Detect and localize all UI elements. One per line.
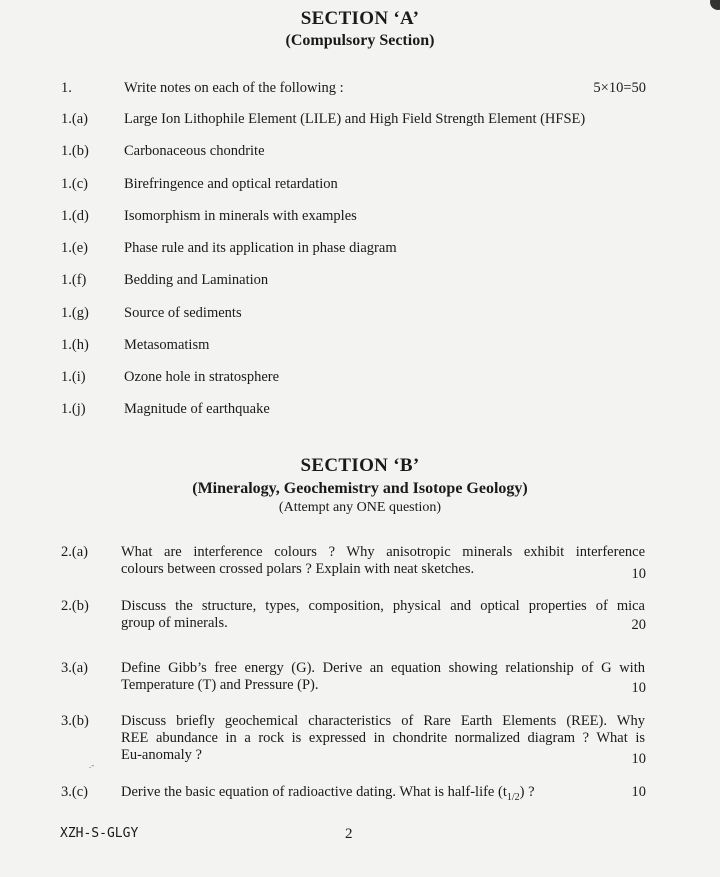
q2a-line-1: What are interference colours ? Why anisotropic minerals exhibit interference <box>121 544 645 560</box>
section-a-title: SECTION ‘A’ <box>300 8 420 29</box>
q2a-marks: 10 <box>631 566 646 582</box>
q1a-number: 1.(a) <box>61 111 88 127</box>
q3b-line-3: Eu-anomaly ? <box>121 747 202 763</box>
q1-number: 1. <box>61 80 72 96</box>
q2a-line-2: colours between crossed polars ? Explain with neat sketches. <box>121 561 475 577</box>
q1-text: Write notes on each of the following : <box>124 80 344 96</box>
q1c-number: 1.(c) <box>61 176 88 192</box>
q1-marks: 5×10=50 <box>593 80 646 96</box>
q1h-text: Metasomatism <box>124 337 210 353</box>
q1f-number: 1.(f) <box>61 272 87 288</box>
scan-speck: .‑ <box>89 760 95 770</box>
page-number: 2 <box>345 826 353 842</box>
q1c-text: Birefringence and optical retardation <box>124 176 338 192</box>
q1b-text: Carbonaceous chondrite <box>124 143 265 159</box>
q2b-line-1: Discuss the structure, types, composition, physical and optical properties of mica <box>121 598 645 614</box>
q3a-line-1: Define Gibb’s free energy (G). Derive an equation showing relationship of G with <box>121 660 645 676</box>
q1e-text: Phase rule and its application in phase diagram <box>124 240 397 256</box>
q2b-marks: 20 <box>631 617 646 633</box>
q3c-text-end: ) ? <box>519 784 535 800</box>
q3b-line-2: REE abundance in a rock is expressed in chondrite normalized diagram ? What is <box>121 730 645 746</box>
q1d-number: 1.(d) <box>61 208 89 224</box>
q1j-text: Magnitude of earthquake <box>124 401 270 417</box>
q2b-line-2: group of minerals. <box>121 615 228 631</box>
q3c-text-main: Derive the basic equation of radioactive dating. What is half-life (t <box>121 784 507 800</box>
q1g-number: 1.(g) <box>61 305 89 321</box>
q1i-number: 1.(i) <box>61 369 86 385</box>
section-a-subtitle: (Compulsory Section) <box>285 32 435 49</box>
q3c-marks: 10 <box>631 784 646 800</box>
q1e-number: 1.(e) <box>61 240 88 256</box>
q3b-line-1: Discuss briefly geochemical characteristics of Rare Earth Elements (REE). Why <box>121 713 645 729</box>
q3c-text <box>121 784 535 803</box>
paper-code: XZH-S-GLGY <box>60 826 139 841</box>
q2b-text <box>121 598 645 632</box>
q3b-number: 3.(b) <box>61 713 89 729</box>
section-b-instruction: (Attempt any ONE question) <box>278 500 442 515</box>
section-b-title: SECTION ‘B’ <box>300 455 420 476</box>
q2b-number: 2.(b) <box>61 598 89 614</box>
q3a-number: 3.(a) <box>61 660 88 676</box>
q3a-text <box>121 660 645 694</box>
q3a-marks: 10 <box>631 680 646 696</box>
q1f-text: Bedding and Lamination <box>124 272 269 288</box>
q3b-text <box>121 713 645 764</box>
q3b-marks: 10 <box>631 751 646 767</box>
q2a-text <box>121 544 645 578</box>
q1i-text: Ozone hole in stratosphere <box>124 369 280 385</box>
q1b-number: 1.(b) <box>61 143 89 159</box>
q1a-text: Large Ion Lithophile Element (LILE) and High Field Strength Element (HFSE) <box>124 111 586 127</box>
section-b-subtitle: (Mineralogy, Geochemistry and Isotope Geology) <box>192 480 528 497</box>
q3a-line-2: Temperature (T) and Pressure (P). <box>121 677 319 693</box>
q1d-text: Isomorphism in minerals with examples <box>124 208 357 224</box>
q3c-number: 3.(c) <box>61 784 88 800</box>
q2a-number: 2.(a) <box>61 544 88 560</box>
q3c-subscript: 1/2 <box>506 791 520 803</box>
q1g-text: Source of sediments <box>124 305 242 321</box>
q1j-number: 1.(j) <box>61 401 86 417</box>
q1h-number: 1.(h) <box>61 337 89 353</box>
